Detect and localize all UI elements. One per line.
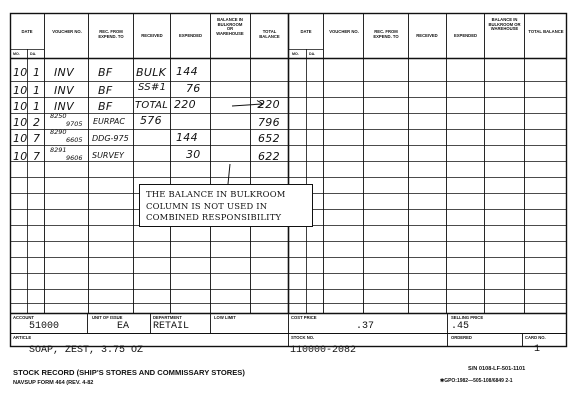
- header-balance-bulkroom: BALANCE IN BULKROOM OR WAREHOUSE: [216, 17, 244, 36]
- header-date: DATE: [21, 29, 33, 34]
- row1-received: BULK: [136, 66, 167, 79]
- row6-voucher-bottom: 9606: [66, 154, 83, 162]
- annotation-line-3: COMBINED RESPONSIBILITY: [146, 212, 282, 222]
- row5-da: 7: [33, 132, 41, 145]
- row3-voucher: INV: [54, 100, 74, 113]
- row4-received: 576: [140, 114, 162, 127]
- row3-mo: 10: [13, 100, 28, 113]
- row3-received: TOTAL: [135, 100, 169, 111]
- form-title: STOCK RECORD (SHIP'S STORES AND COMMISSARY STORES): [13, 368, 245, 377]
- row6-mo: 10: [13, 150, 28, 163]
- header-voucher-no: VOUCHER NO.: [52, 29, 82, 34]
- account-value: 51000: [29, 321, 60, 332]
- row5-rec-from: DDG-975: [92, 134, 129, 143]
- row2-voucher: INV: [54, 84, 74, 97]
- row2-expended: 76: [186, 82, 201, 95]
- row5-mo: 10: [13, 132, 28, 145]
- cost-price-label: COST PRICE: [291, 315, 317, 320]
- selling-price-label: SELLING PRICE: [451, 315, 484, 320]
- gpo-imprint: ✱GPO:1982—505-108/6849 2-1: [440, 378, 513, 384]
- header-total-balance: TOTAL BALANCE: [259, 29, 280, 39]
- row1-expended: 144: [176, 65, 198, 78]
- row5-voucher-bottom: 6605: [66, 136, 83, 144]
- row1-rec-from: BF: [98, 66, 113, 79]
- row5-expended: 144: [176, 131, 198, 144]
- row1-da: 1: [33, 66, 41, 79]
- header-balance-bulkroom-right: BALANCE IN BULKROOM OR WAREHOUSE: [488, 17, 521, 32]
- row2-rec-from: BF: [98, 84, 113, 97]
- header-received-right: RECEIVED: [416, 33, 438, 38]
- row6-rec-from: SURVEY: [92, 151, 124, 160]
- row4-voucher-top: 8250: [50, 112, 67, 120]
- header-voucher-no-right: VOUCHER NO.: [329, 29, 359, 34]
- header-rec-from: REC. FROM EXPEND. TO: [98, 29, 124, 39]
- ordered-label: ORDERED: [451, 335, 472, 340]
- row3-total: 220: [258, 98, 280, 111]
- row2-mo: 10: [13, 84, 28, 97]
- article-label: ARTICLE: [13, 335, 32, 340]
- row6-voucher-top: 8291: [50, 146, 67, 154]
- stock-no-label: STOCK NO.: [291, 335, 315, 340]
- row6-expended: 30: [186, 148, 201, 161]
- row5-total: 652: [258, 132, 280, 145]
- row2-da: 1: [33, 84, 41, 97]
- header-da: DA.: [30, 52, 37, 56]
- account-label: ACCOUNT: [13, 315, 34, 320]
- department-value: RETAIL: [153, 321, 190, 332]
- header-rec-from-right: REC. FROM EXPEND. TO: [373, 29, 399, 39]
- unit-of-issue-value: EA: [117, 321, 130, 332]
- row1-mo: 10: [13, 66, 28, 79]
- department-label: DEPARTMENT: [153, 315, 182, 320]
- annotation-line-1: THE BALANCE IN BULKROOM: [146, 189, 286, 199]
- low-limit-label: LOW LIMIT: [214, 315, 236, 320]
- annotation-line-2: COLUMN IS NOT USED IN: [146, 200, 268, 211]
- header-expended-right: EXPENDED: [453, 33, 478, 38]
- row3-da: 1: [33, 100, 41, 113]
- article-value: SOAP, ZEST, 3.75 OZ: [29, 345, 144, 356]
- serial-number: S/N 0108-LF-501-1101: [468, 366, 526, 372]
- row4-rec-from: EURPAC: [93, 117, 125, 126]
- card-no-value: 1: [534, 344, 541, 355]
- row4-mo: 10: [13, 116, 28, 129]
- selling-price-value: .45: [451, 321, 470, 332]
- unit-of-issue-label: UNIT OF ISSUE: [92, 315, 123, 320]
- row2-received: SS#1: [138, 82, 167, 93]
- row4-da: 2: [33, 116, 41, 129]
- row1-voucher: INV: [54, 66, 74, 79]
- header-mo: MO.: [13, 52, 20, 56]
- row4-total: 796: [258, 116, 280, 129]
- header-received: RECEIVED: [141, 33, 163, 38]
- header-total-balance-right: TOTAL BALANCE: [528, 29, 564, 34]
- header-expended: EXPENDED: [178, 33, 203, 38]
- row6-da: 7: [33, 150, 41, 163]
- row5-voucher-top: 8290: [50, 128, 67, 136]
- header-da-right: DA.: [309, 52, 316, 56]
- row3-expended: 220: [174, 98, 196, 111]
- row6-total: 622: [258, 150, 280, 163]
- stock-no-value: 110000-2082: [290, 345, 357, 356]
- row4-voucher-bottom: 9705: [66, 120, 83, 128]
- header-date-right: DATE: [300, 29, 312, 34]
- form-number: NAVSUP FORM 464 (REV. 4-82: [13, 380, 94, 386]
- annotation-callout: [139, 184, 313, 227]
- row3-rec-from: BF: [98, 100, 113, 113]
- cost-price-value: .37: [356, 321, 375, 332]
- card-no-label: CARD NO.: [525, 335, 546, 340]
- header-mo-right: MO.: [292, 52, 299, 56]
